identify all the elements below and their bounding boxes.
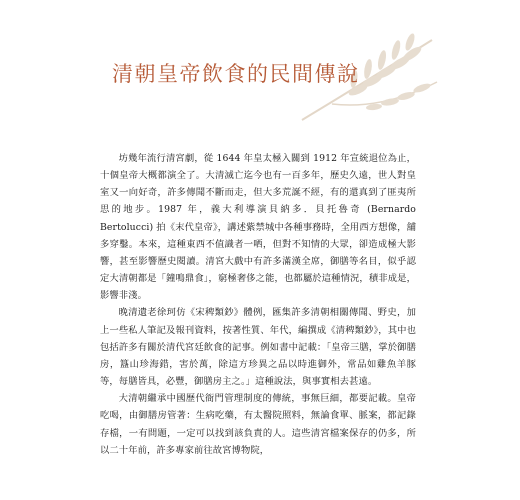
paragraph-3: 大清朝繼承中國歷代衙門管理制度的傳統，事無巨細，都要記載。皇帝吃喝，由御膳房管著：生病吃藥，有太醫院照料，無論食單、脈案，都記錄存檔，一有問題，一定可以找到該負責的人。這些清宮檔案保存的仍多，所以二十年前，許多專家前往故宮博物院，: [100, 393, 416, 456]
body-text: [100, 150, 416, 459]
page-title: 清朝皇帝飲食的民間傳說: [112, 62, 360, 86]
paragraph-1: 坊幾年流行清宮劇，從 1644 年皇太極入關到 1912 年宣統退位為止，十個皇帝大概都演全了。大清滅亡迄今也有一百多年，歷史久遠，世人對皇室又一向好奇，許多傳聞不斷而走，但大多荒誕不經，有的還真到了匪夷所思的地步。1987 年，義大利導演貝納多．貝托魯奇 (Bernardo Bertolucci) 拍《末代皇帝》，講述紫禁城中各種事務時，全用西方想像，舖多穿鑿。本來，這種東西不值識者一哂，但對不知情的大眾，卻造成極大影響，甚至影響歷史閱讀。清宮大戲中有許多滿漢全席，御膳等名目，似乎認定大清朝都是「鐘鳴鼎食」，窮極奢侈之能，也都屬於這種情況，積非成是，影響非淺。: [100, 153, 416, 302]
paragraph-2: 晚清遺老徐珂仿《宋稗類鈔》體例，匯集許多清朝相關傳聞、野史，加上一些私人筆記及報刊資料，按著性質、年代，編撰成《清稗類鈔》，其中也包括許多有關於清代宮廷飲食的記事。例如書中記載：「皇帝三膳，掌於御膳房，簋山珍海錯，害於萬，除這方珍異之品以時進御外，常品如雞魚羊豚等，每膳皆具，必豐，御膳房主之。」這種說法，與事實相去甚遠。: [100, 307, 416, 388]
